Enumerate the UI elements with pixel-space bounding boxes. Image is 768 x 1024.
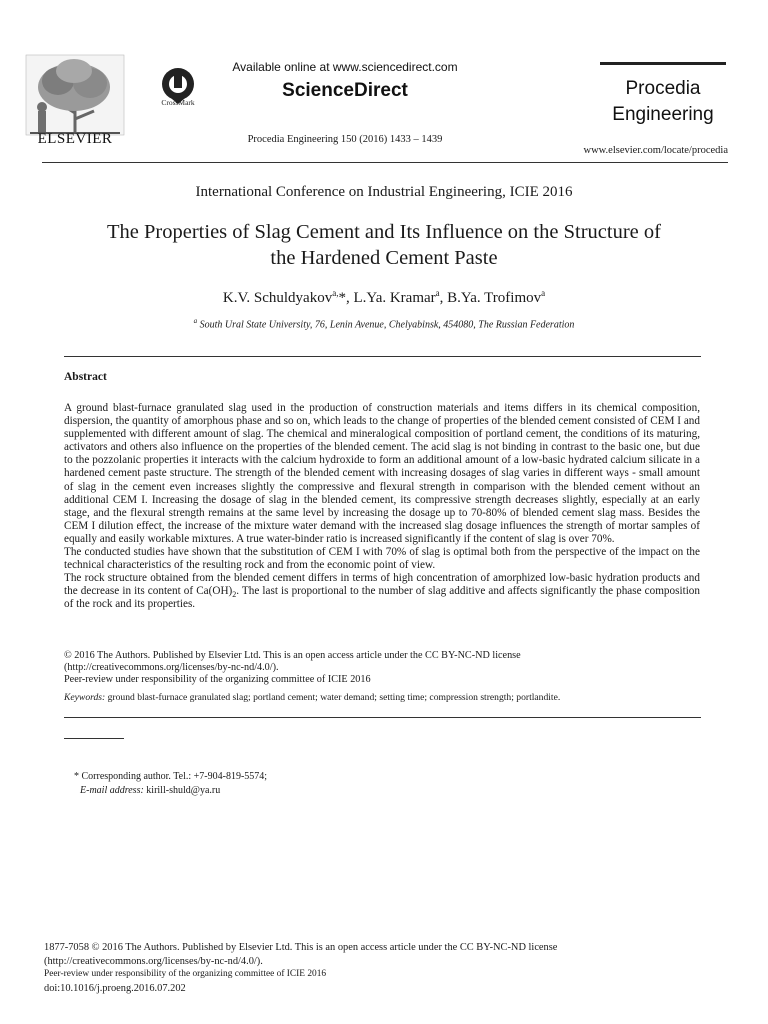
author-list	[40, 288, 728, 307]
author-affiliation-mark: a,	[332, 288, 339, 298]
author-affiliation-mark: a	[435, 288, 440, 298]
crossmark-label: CrossMark	[161, 98, 195, 107]
author-separator: ,	[439, 290, 448, 306]
journal-title-line1: Procedia	[625, 78, 701, 99]
email-address[interactable]: kirill-shuld@ya.ru	[143, 785, 221, 796]
author-name: K.V. Schuldyakov	[222, 290, 333, 306]
author-name: L.Ya. Kramar	[353, 290, 436, 306]
abstract-paragraph: A ground blast-furnace granulated slag used in the production of construction materials and items differs in its chemical composition, dispersion, the quantity of amorphous phase and so on, which leads to the change of properties of the blended cement consisted of CEM I and supplemented with different amount of slag. The chemical and mineralogical composition of portland cement, the conditions of its maturing, activators and others also influence on the properties of the blended cement. The acid slag is not binding in contrast to the basic one, but due to the pozzolanic properties it interacts with the calcium hydroxide to form an additional amount of a low-basic hydrated calcium silicate in a hardened cement paste structure. The strength of the blended cement with increasing dosages of slag varies in different ways - small amount of slag in the cement even increases slightly the compressive and flexural strength in comparison with the blended cement without an additional CEM I. Increasing the dosage of slag in the blended cement, its compressive strength decreases slightly, especially at an early stage, and the flexural strength remains at the same level by increasing the dosage up to 70-80% of blended cement slag mass. Besides the CEM I dilution effect, the increase of the mixture water demand with the increased slag dosage influences the strength of mortar samples of equally and easily workable mixtures. A true water-binder ratio is increased significantly if the content of slag is over 70%.	[64, 402, 700, 545]
paper-title-line2: the Hardened Cement Paste	[270, 247, 498, 269]
available-online-text: Available online at www.sciencedirect.com	[232, 60, 458, 74]
abstract-paragraph: The rock structure obtained from the blended cement differs in terms of high concentration of amorphized low-basic hydration products and the decrease in its content of $Ca(OH)_2$. The last is proportional to the number of slag additive and affects significantly the phase composition of the rock and its properties.	[64, 572, 700, 611]
copyright-notice	[64, 650, 700, 686]
email-label: E-mail address:	[80, 785, 144, 796]
conference-name: International Conference on Industrial Engineering, ICIE 2016	[195, 184, 573, 200]
footnote-rule	[64, 738, 124, 739]
keywords	[64, 692, 700, 703]
abstract-heading: Abstract	[64, 371, 107, 383]
header-divider	[42, 162, 728, 163]
author-separator: *,	[338, 290, 354, 306]
abstract-paragraph: The conducted studies have shown that the substitution of CEM I with 70% of slag is optimal both from the perspective of the impact on the technical characteristics of the resulting rock and from the economic point of view.	[64, 546, 700, 572]
abstract-bottom-rule	[64, 717, 701, 718]
footer-license-line: (http://creativecommons.org/licenses/by-nc-nd/4.0/).	[44, 955, 263, 967]
license-link[interactable]: (http://creativecommons.org/licenses/by-nc-nd/4.0/).	[64, 662, 279, 673]
publisher-logo-text: ELSEVIER	[37, 131, 113, 147]
affiliation	[40, 317, 728, 330]
paper-title	[40, 219, 728, 271]
abstract-body	[64, 402, 700, 612]
footer-license-link[interactable]: http://creativecommons.org/licenses/by-nc-nd/4.0/	[47, 955, 257, 967]
copyright-line: © 2016 The Authors. Published by Elsevier Ltd. This is an open access article under the CC BY-NC-ND license	[64, 650, 521, 661]
subscript: 2	[232, 590, 237, 600]
journal-url-link[interactable]: www.elsevier.com/locate/procedia	[583, 145, 728, 156]
peer-review-note: Peer-review under responsibility of the organizing committee of ICIE 2016	[64, 674, 371, 685]
sciencedirect-brand[interactable]: ScienceDirect	[282, 80, 408, 101]
journal-citation: Procedia Engineering 150 (2016) 1433 – 1439	[247, 134, 443, 145]
email-note	[80, 785, 220, 796]
journal-title-rule	[600, 62, 726, 65]
footer-copyright: 1877-7058 © 2016 The Authors. Published by Elsevier Ltd. This is an open access article under the CC BY-NC-ND license	[44, 942, 558, 953]
journal-title	[600, 76, 726, 128]
doi[interactable]: doi:10.1016/j.proeng.2016.07.202	[44, 982, 186, 994]
abstract-top-rule	[64, 356, 701, 357]
author-affiliation-mark: a	[541, 288, 546, 298]
keywords-text: ground blast-furnace granulated slag; portland cement; water demand; setting time; compression strength; portlandite.	[105, 692, 561, 703]
affiliation-text: South Ural State University, 76, Lenin Avenue, Chelyabinsk, 454080, The Russian Federation	[197, 319, 575, 331]
paper-title-line1: The Properties of Slag Cement and Its Influence on the Structure of	[107, 221, 661, 243]
page-footer	[44, 941, 734, 995]
journal-title-line2: Engineering	[612, 104, 714, 125]
corresponding-author-note: * Corresponding author. Tel.: +7-904-819-5574;	[74, 771, 268, 782]
footer-peer-review: Peer-review under responsibility of the organizing committee of ICIE 2016	[44, 969, 327, 980]
author-name: B.Ya. Trofimov	[447, 290, 542, 306]
affiliation-mark: a	[193, 317, 198, 325]
keywords-label: Keywords:	[64, 692, 106, 703]
